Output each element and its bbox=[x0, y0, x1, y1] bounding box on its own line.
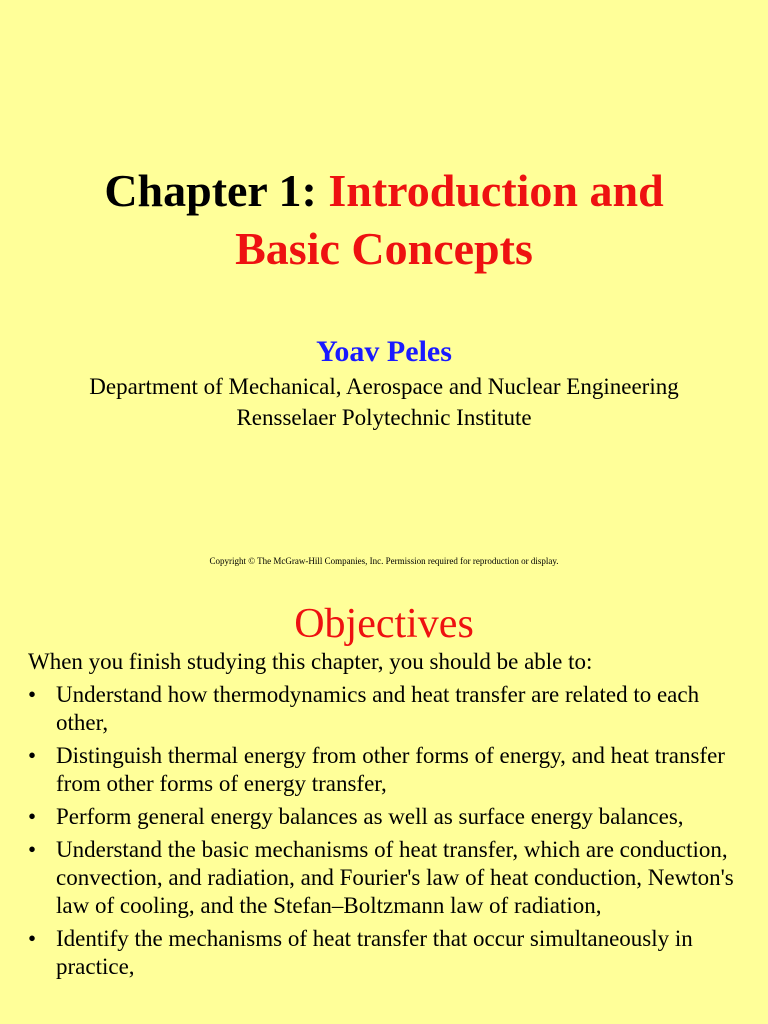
objective-text: Distinguish thermal energy from other forms of energy, and heat transfer from other forms of energy transfer, bbox=[56, 743, 725, 796]
objective-item bbox=[28, 742, 748, 798]
copyright-notice: Copyright © The McGraw-Hill Companies, Inc. Permission required for reproduction or display. bbox=[209, 556, 559, 566]
author-name: Yoav Peles bbox=[316, 335, 452, 368]
title-chapter-label: Chapter 1: bbox=[104, 165, 329, 216]
objective-item bbox=[28, 803, 748, 831]
objective-item bbox=[28, 681, 748, 737]
objective-item bbox=[28, 925, 748, 981]
objective-text: Understand how thermodynamics and heat transfer are related to each other, bbox=[56, 682, 700, 735]
bullet-icon: • bbox=[28, 837, 37, 862]
title-topic-line1: Introduction and bbox=[328, 165, 664, 216]
objectives-title: Objectives bbox=[294, 601, 474, 647]
title-topic-line2: Basic Concepts bbox=[235, 223, 533, 274]
objective-text: Perform general energy balances as well as surface energy balances, bbox=[56, 804, 684, 829]
objective-text: Understand the basic mechanisms of heat transfer, which are conduction, convection, and radiation, and Fourier's law of heat conduction, Newton's law of cooling, and the Stefan–Boltzmann law of radiation, bbox=[56, 837, 734, 918]
objective-text: Identify the mechanisms of heat transfer that occur simultaneously in practice, bbox=[56, 926, 693, 979]
bullet-icon: • bbox=[28, 682, 37, 707]
objectives-intro: When you finish studying this chapter, you should be able to: bbox=[28, 649, 593, 674]
department-text: Department of Mechanical, Aerospace and Nuclear Engineering bbox=[89, 374, 679, 399]
bullet-icon: • bbox=[28, 926, 37, 951]
objectives-slide bbox=[0, 576, 768, 1024]
objectives-list bbox=[28, 681, 748, 986]
institute-text: Rensselaer Polytechnic Institute bbox=[236, 405, 532, 430]
bullet-icon: • bbox=[28, 743, 37, 768]
objective-item bbox=[28, 836, 748, 920]
bullet-icon: • bbox=[28, 804, 37, 829]
slide-title bbox=[0, 162, 768, 278]
